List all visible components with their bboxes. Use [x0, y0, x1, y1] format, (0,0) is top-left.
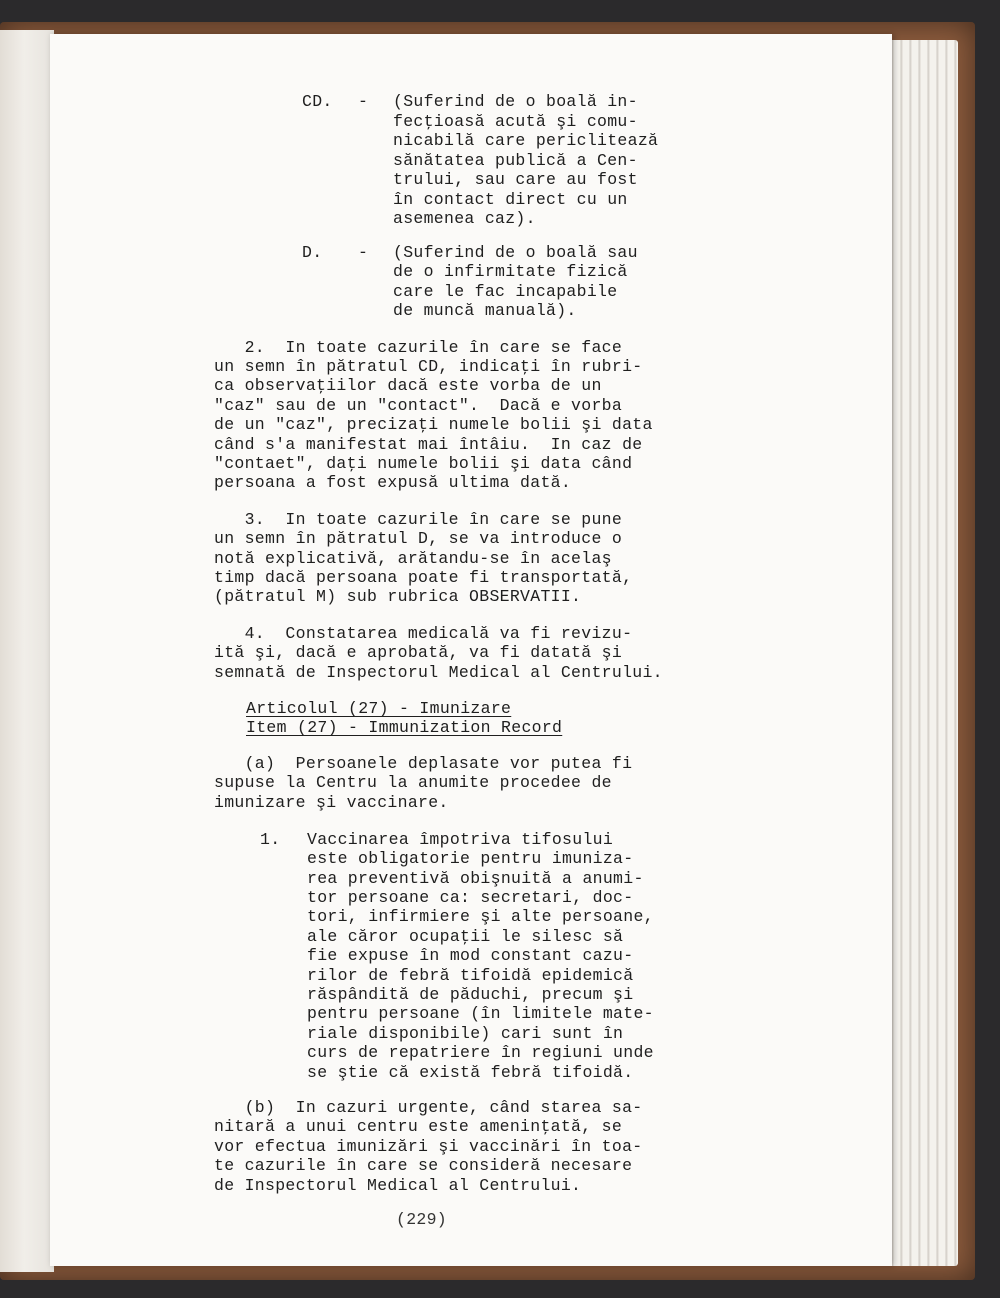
paragraph-b-line: de Inspectorul Medical al Centrului.: [214, 1176, 582, 1195]
paragraph-a-line: imunizare şi vaccinare.: [214, 793, 449, 812]
item-1-line: tori, infirmiere şi alte persoane,: [307, 907, 654, 926]
d-line: de o infirmitate fizică: [393, 262, 628, 281]
paragraph-4-line: semnată de Inspectorul Medical al Centrului.: [214, 663, 663, 682]
article-heading-en: Item (27) - Immunization Record: [246, 718, 563, 737]
cd-line: nicabilă care periclitează: [393, 131, 659, 150]
d-line: de muncă manuală).: [393, 301, 577, 320]
item-1-line: rea preventivă obişnuită a anumi-: [307, 869, 644, 888]
paragraph-b-line: nitară a unui centru este ameninţată, se: [214, 1117, 623, 1136]
paragraph-b-line: vor efectua imunizări şi vaccinări în toa-: [214, 1137, 643, 1156]
paragraph-2-line: 2. In toate cazurile în care se face: [214, 338, 623, 357]
d-line: (Suferind de o boală sau: [393, 243, 638, 262]
left-page-edge: [0, 30, 54, 1272]
paragraph-4-line: 4. Constatarea medicală va fi revizu-: [214, 624, 633, 643]
item-1-line: Vaccinarea împotriva tifosului: [307, 830, 614, 849]
cd-line: asemenea caz).: [393, 209, 536, 228]
paragraph-2-line: ca observaţiilor dacă este vorba de un: [214, 376, 602, 395]
item-1-line: ale căror ocupaţii le silesc să: [307, 927, 624, 946]
item-1-line: riale disponibile) cari sunt în: [307, 1024, 624, 1043]
article-heading-ro: Articolul (27) - Imunizare: [246, 699, 512, 718]
item-1-line: răspândită de păduchi, precum şi: [307, 985, 634, 1004]
page-number: (229): [396, 1210, 448, 1229]
cd-code: CD.: [302, 92, 333, 111]
document-page: [50, 34, 892, 1266]
paragraph-a-line: (a) Persoanele deplasate vor putea fi: [214, 754, 633, 773]
d-dash: -: [358, 243, 369, 262]
cd-line: fecţioasă acută şi comu-: [393, 112, 638, 131]
paragraph-a-line: supuse la Centru la anumite procedee de: [214, 773, 612, 792]
item-1-line: se ştie că există febră tifoidă.: [307, 1063, 634, 1082]
paragraph-b-line: te cazurile în care se consideră necesare: [214, 1156, 633, 1175]
cd-line: sănătatea publică a Cen-: [393, 151, 638, 170]
cd-line: în contact direct cu un: [393, 190, 628, 209]
item-1-line: curs de repatriere în regiuni unde: [307, 1043, 654, 1062]
paragraph-3-line: notă explicativă, arătandu-se în acelaş: [214, 549, 612, 568]
paragraph-3-line: 3. In toate cazurile în care se pune: [214, 510, 623, 529]
paragraph-2-line: când s'a manifestat mai întâiu. In caz de: [214, 435, 643, 454]
paragraph-2-line: de un "caz", precizaţi numele bolii şi data: [214, 415, 653, 434]
paragraph-b-line: (b) In cazuri urgente, când starea sa-: [214, 1098, 643, 1117]
item-1-line: rilor de febră tifoidă epidemică: [307, 966, 634, 985]
paragraph-4-line: ită şi, dacă e aprobată, va fi datată şi: [214, 643, 623, 662]
paragraph-2-line: persoana a fost expusă ultima dată.: [214, 473, 572, 492]
paragraph-3-line: (pătratul M) sub rubrica OBSERVATII.: [214, 587, 582, 606]
item-1-line: este obligatorie pentru imuniza-: [307, 849, 634, 868]
paragraph-2-line: un semn în pătratul CD, indicaţi în rubri-: [214, 357, 643, 376]
paragraph-3-line: timp dacă persoana poate fi transportată,: [214, 568, 633, 587]
item-1-line: pentru persoane (în limitele mate-: [307, 1004, 654, 1023]
item-1-line: tor persoane ca: secretari, doc-: [307, 888, 634, 907]
item-1-number: 1.: [260, 830, 281, 849]
cd-line: (Suferind de o boală in-: [393, 92, 638, 111]
paragraph-2-line: "caz" sau de un "contact". Dacă e vorba: [214, 396, 623, 415]
paragraph-3-line: un semn în pătratul D, se va introduce o: [214, 529, 623, 548]
paragraph-2-line: "contaet", daţi numele bolii şi data când: [214, 454, 633, 473]
cd-dash: -: [358, 92, 369, 111]
d-line: care le fac incapabile: [393, 282, 618, 301]
cd-line: trului, sau care au fost: [393, 170, 638, 189]
d-code: D.: [302, 243, 323, 262]
item-1-line: fie expuse în mod constant cazu-: [307, 946, 634, 965]
